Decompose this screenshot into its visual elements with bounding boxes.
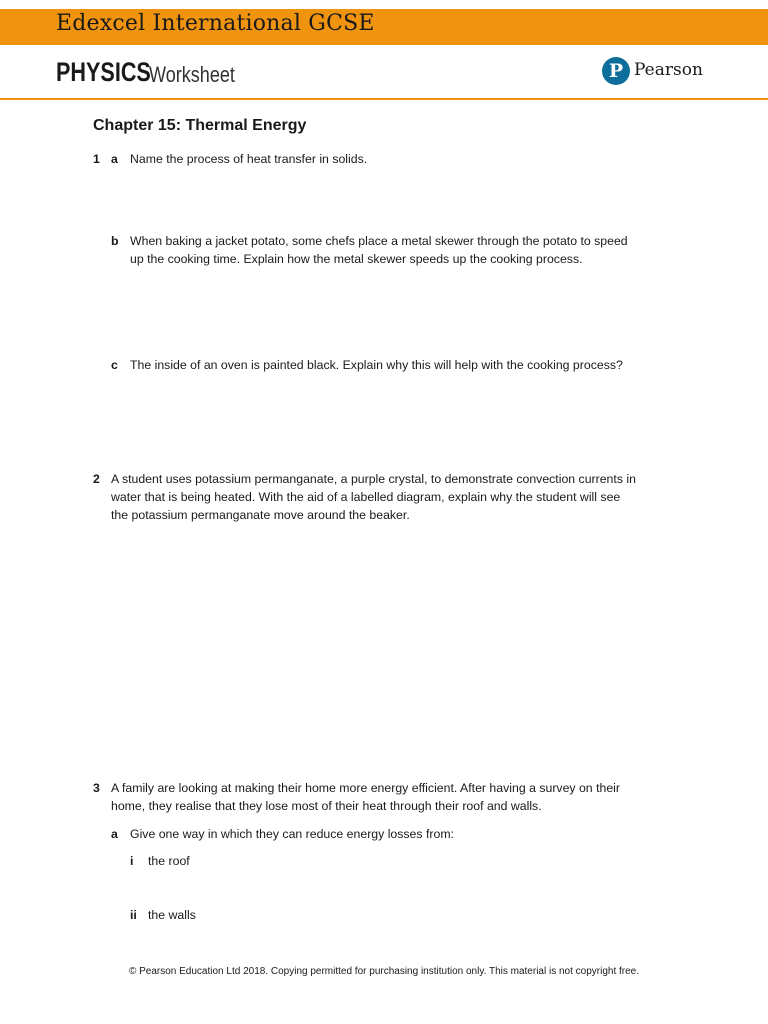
question-1b-line: When baking a jacket potato, some chefs place a metal skewer through the potato to speed [130,234,628,248]
copyright-footer: © Pearson Education Ltd 2018. Copying permitted for purchasing institution only. This material is not copyright free. [128,966,640,977]
question-3aii-text: the walls [148,908,196,922]
subject-heading [56,57,235,88]
question-3ai-text: the roof [148,854,190,868]
question-1-number: 1 [93,152,100,166]
series-title: Edexcel International GCSE [56,11,375,36]
question-3aii-label: ii [130,908,137,922]
question-3-line: home, they realise that they lose most of their heat through their roof and walls. [111,799,542,813]
publisher-name: Pearson [634,60,703,80]
question-3-line: A family are looking at making their home more energy efficient. After having a survey on their [111,781,620,795]
question-2-number: 2 [93,472,100,486]
question-1b-line: up the cooking time. Explain how the metal skewer speeds up the cooking process. [130,252,583,266]
question-3a-text: Give one way in which they can reduce energy losses from: [130,827,454,841]
question-1c-label: c [111,358,118,372]
question-1b-label: b [111,234,119,248]
question-2-line: the potassium permanganate move around the beaker. [111,508,410,522]
question-1c-text: The inside of an oven is painted black. Explain why this will help with the cooking process? [130,358,623,372]
question-1a-text: Name the process of heat transfer in solids. [130,152,368,166]
question-3a-label: a [111,827,118,841]
pearson-logo-icon: P [602,57,630,85]
chapter-title: Chapter 15: Thermal Energy [93,117,307,134]
header-banner [0,9,768,45]
question-2-line: water that is being heated. With the aid of a labelled diagram, explain why the student will see [111,490,621,504]
question-1a-label: a [111,152,118,166]
question-3ai-label: i [130,854,134,868]
subject-name: PHYSICS [56,57,151,87]
question-3-number: 3 [93,781,100,795]
question-2-line: A student uses potassium permanganate, a purple crystal, to demonstrate convection currents in [111,472,636,486]
header-divider [0,98,768,100]
doc-type: Worksheet [149,62,235,87]
